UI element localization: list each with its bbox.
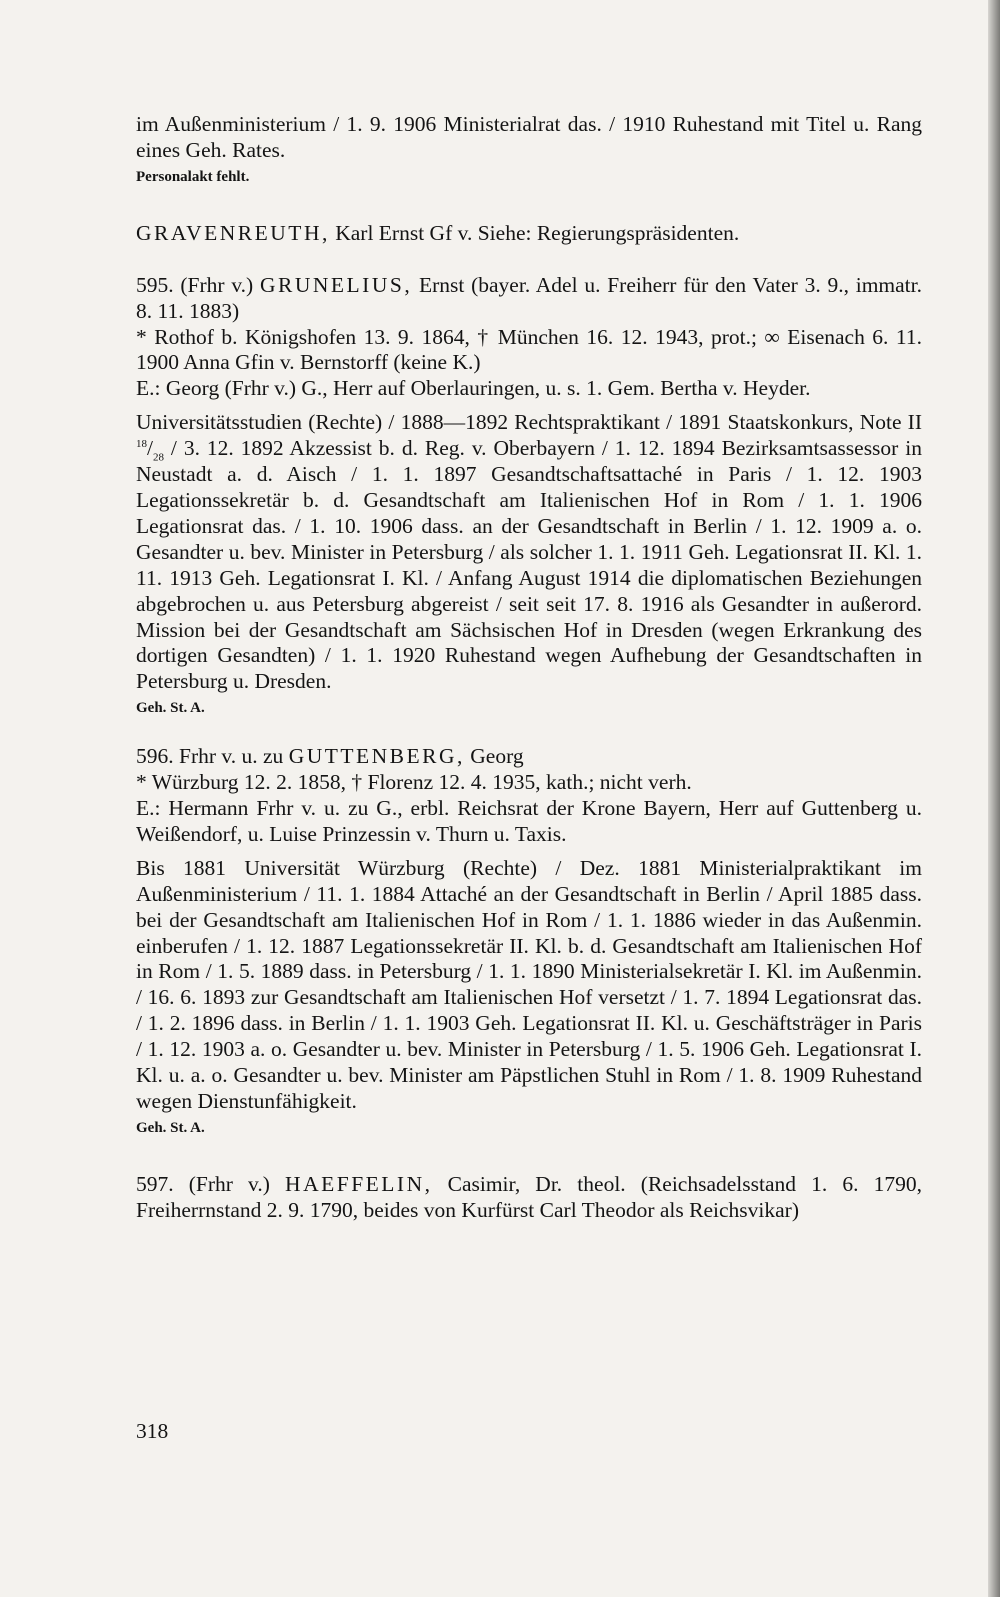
entry-595-birth: [136, 325, 922, 377]
entry-595-source: Geh. St. A.: [136, 700, 205, 717]
entry-text: Karl Ernst Gf v. Siehe: Regierungspräsidenten.: [329, 220, 740, 245]
entry-595-career: Universitätsstudien (Rechte) / 1888—1892 Rechtspraktikant / 1891 Staatskonkurs, Note II $^{18}/_{28} / 3$. 12. 1892 Akzessist b. d. Reg. v. Oberbayern / 1. 12. 1894 Bezirksamtsassessor in Neustadt a. d. Aisch / 1. 1. 1897 Gesandtschaftsattaché in Paris / 1. 12. 1903 Legationssekretär b. d. Gesandtschaft am Italienischen Hof in Rom / 1. 1. 1906 Legationsrat das. / 1. 10. 1906 dass. an der Gesandtschaft in Berlin / 1. 12. 1909 a. o. Gesandter u. bev. Minister in Petersburg / als solcher 1. 1. 1911 Geh. Legationsrat II. Kl. 1. 11. 1913 Geh. Legationsrat I. Kl. / Anfang August 1914 die diplomatischen Beziehungen abgebrochen u. aus Petersburg abgereist / seit seit 17. 8. 1916 als Gesandter in außerord. Mission bei der Gesandtschaft am Sächsischen Hof in Dresden (wegen Erkrankung des dortigen Gesandten) / 1. 1. 1920 Ruhestand wegen Aufhebung der Gesandtschaften in Petersburg u. Dresden.: [136, 410, 922, 694]
page-edge-shadow: [988, 0, 1000, 1597]
entry-name: GRUNELIUS,: [259, 272, 413, 297]
entry-name: GUTTENBERG,: [288, 744, 465, 769]
entry-number: 597. (Frhr v.): [136, 1171, 286, 1196]
marriage-text: Eisenach 6. 11. 1900 Anna Gfin v. Bernstorff (keine K.): [136, 324, 922, 375]
marriage-symbol: ∞: [764, 324, 780, 349]
entry-name: GRAVENREUTH,: [136, 220, 330, 245]
entry-596-career: Bis 1881 Universität Würzburg (Rechte) / Dez. 1881 Ministerialpraktikant im Außenministerium / 11. 1. 1884 Attaché an der Gesandtschaft in Berlin / April 1885 dass. bei der Gesandtschaft am Italienischen Hof in Rom / 1. 1. 1886 wieder in das Außenmin. einberufen / 1. 12. 1887 Legationssekretär II. Kl. b. d. Gesandtschaft am Italienischen Hof in Rom / 1. 5. 1889 dass. in Petersburg / 1. 1. 1890 Ministerialsekretär I. Kl. im Außenmin. / 16. 6. 1893 zur Gesandtschaft am Italienischen Hof versetzt / 1. 7. 1894 Legationsrat das. / 1. 2. 1896 dass. in Berlin / 1. 1. 1903 Geh. Legationsrat II. Kl. u. Geschäftsträger in Paris / 1. 12. 1903 a. o. Gesandter u. bev. Minister in Petersburg / 1. 5. 1906 Geh. Legationsrat I. Kl. u. a. o. Gesandter u. bev. Minister am Päpstlichen Stuhl in Rom / 1. 8. 1909 Ruhestand wegen Dienstunfähigkeit.: [136, 855, 922, 1113]
entry-596-birth: * Würzburg 12. 2. 1858, † Florenz 12. 4. 1935, kath.; nicht verh.: [136, 770, 692, 795]
entry-595-parents: E.: Georg (Frhr v.) G., Herr auf Oberlauringen, u. s. 1. Gem. Bertha v. Heyder.: [136, 376, 811, 401]
entry-597-heading: [136, 1172, 922, 1224]
page-number: 318: [136, 1419, 169, 1443]
entry-596-source: Geh. St. A.: [136, 1119, 205, 1136]
note-denominator: 28: [152, 451, 164, 464]
note-numerator: 18: [136, 438, 147, 450]
entry-name: HAEFFELIN,: [285, 1171, 433, 1196]
entry-text: Georg: [464, 744, 524, 769]
entry-number: 596. Frhr v. u. zu: [136, 744, 289, 769]
birth-text: * Rothof b. Königshofen 13. 9. 1864, † München 16. 12. 1943, prot.;: [136, 324, 765, 349]
intro-source: Personalakt fehlt.: [136, 168, 250, 185]
career-text: Universitätsstudien (Rechte) / 1888—1892 Rechtspraktikant / 1891 Staatskonkurs, Note II: [136, 410, 922, 435]
entry-596-parents: E.: Hermann Frhr v. u. zu G., erbl. Reichsrat der Krone Bayern, Herr auf Guttenberg u. Weißendorf, u. Luise Prinzessin v. Thurn u. Taxis.: [136, 796, 922, 846]
career-text: / 3. 12. 1892 Akzessist b. d. Reg. v. Oberbayern / 1. 12. 1894 Bezirksamtsassessor in Neustadt a. d. Aisch / 1. 1. 1897 Gesandtschaftsattaché in Paris / 1. 12. 1903 Legationssekretär b. d. Gesandtschaft am Italienischen Hof in Rom / 1. 1. 1906 Legationsrat das. / 1. 10. 1906 dass. an der Gesandtschaft in Berlin / 1. 12. 1909 a. o. Gesandter u. bev. Minister in Petersburg / als solcher 1. 1. 1911 Geh. Legationsrat II. Kl. 1. 11. 1913 Geh. Legationsrat I. Kl. / Anfang August 1914 die diplomatischen Beziehungen abgebrochen u. aus Petersburg abgereist / seit seit 17. 8. 1916 als Gesandter in außerord. Mission bei der Gesandtschaft am Sächsischen Hof in Dresden (wegen Erkrankung des dortigen Gesandten) / 1. 1. 1920 Ruhestand wegen Aufhebung der Gesandtschaften in Petersburg u. Dresden.: [136, 436, 922, 694]
intro-text: im Außenministerium / 1. 9. 1906 Ministerialrat das. / 1910 Ruhestand mit Titel u. Rang eines Geh. Rates.: [136, 112, 922, 162]
entry-596-heading: [136, 744, 922, 770]
entry-text: Ernst (bayer. Adel u. Freiherr für den Vater 3. 9., immatr. 8. 11. 1883): [136, 272, 922, 323]
book-page: [136, 112, 922, 1224]
intro-paragraph: [136, 112, 922, 164]
entry-number: 595. (Frhr v.): [136, 272, 260, 297]
entry-gravenreuth: [136, 221, 922, 247]
entry-595-heading: [136, 273, 922, 325]
entry-text: Casimir, Dr. theol. (Reichsadelsstand 1. 6. 1790, Freiherrnstand 2. 9. 1790, beides von Kurfürst Carl Theodor als Reichsvikar): [136, 1171, 922, 1222]
